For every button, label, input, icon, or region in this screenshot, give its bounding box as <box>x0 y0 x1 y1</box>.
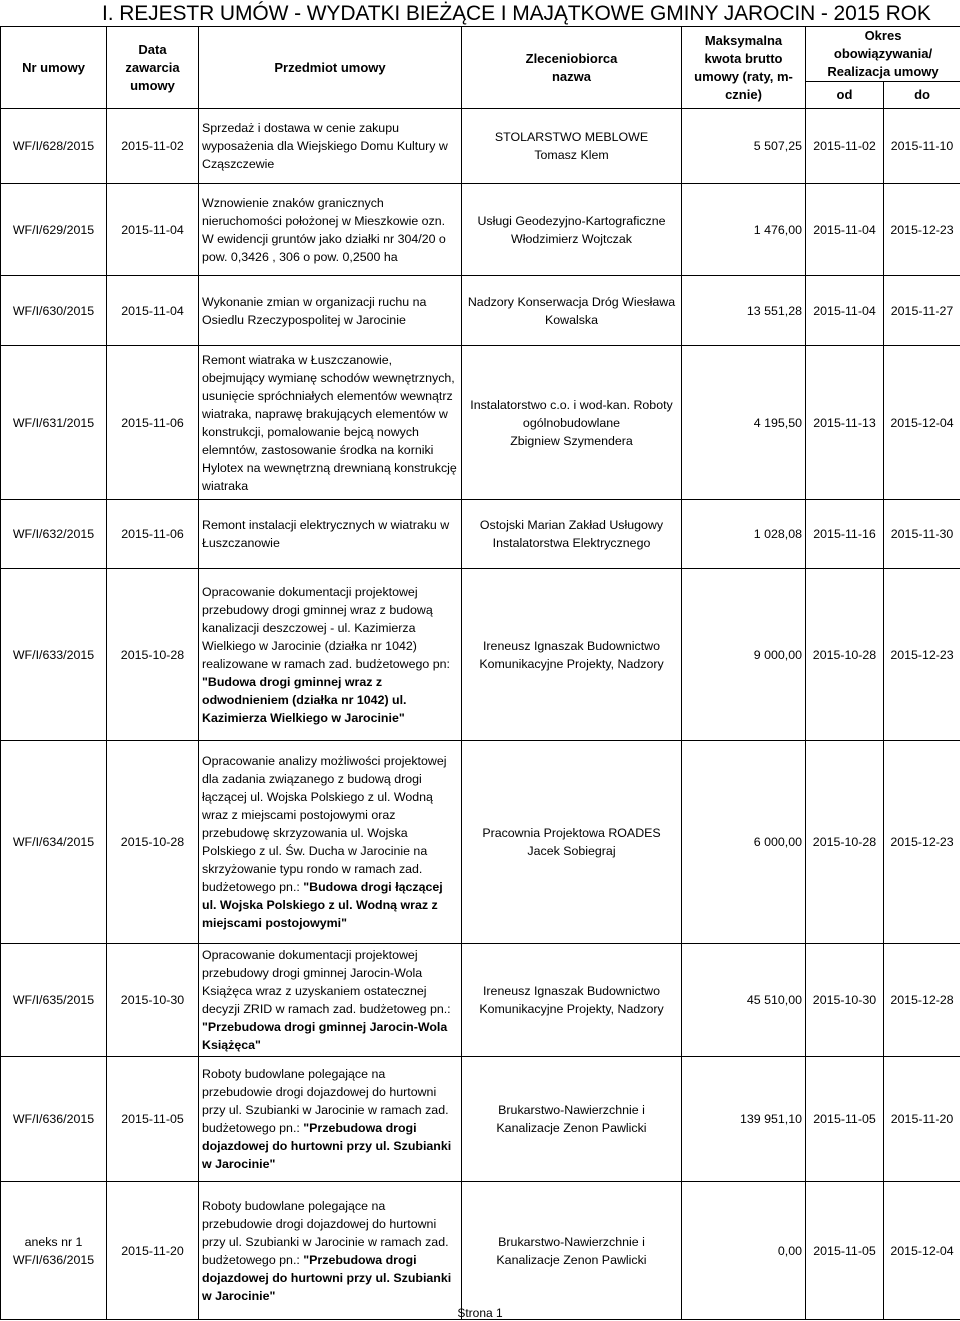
cell-od: 2015-11-05 <box>806 1182 884 1320</box>
table-row <box>1 741 960 944</box>
cell-data: 2015-11-04 <box>107 184 199 276</box>
cell-zleceniobiorca: Usługi Geodezyjno-Kartograficzne Włodzimierz Wojtczak <box>462 184 682 276</box>
cell-data: 2015-10-30 <box>107 944 199 1057</box>
cell-kwota: 5 507,25 <box>682 109 806 184</box>
cell-zleceniobiorca: Brukarstwo-Nawierzchnie i Kanalizacje Zenon Pawlicki <box>462 1057 682 1182</box>
table-row <box>1 500 960 569</box>
cell-zleceniobiorca: Pracownia Projektowa ROADES Jacek Sobiegraj <box>462 741 682 944</box>
cell-do: 2015-12-04 <box>884 1182 960 1320</box>
table-row <box>1 184 960 276</box>
table-row <box>1 346 960 500</box>
header-do: do <box>884 82 960 109</box>
cell-przedmiot <box>199 1182 462 1320</box>
cell-nr: WF/I/628/2015 <box>1 109 107 184</box>
cell-przedmiot <box>199 944 462 1057</box>
przedmiot-task-name: "Przebudowa drogi dojazdowej do hurtowni przy ul. Szubianki w Jarocinie" <box>202 1121 452 1171</box>
przedmiot-text: Opracowanie dokumentacji projektowej przebudowy drogi gminnej Jarocin-Wola Książęca wraz z uzyskaniem ostatecznej decyzji ZRID w ramach zad. budżetoweg pn.: <box>202 948 451 1016</box>
cell-od: 2015-10-28 <box>806 569 884 741</box>
table-row <box>1 944 960 1057</box>
cell-nr: WF/I/636/2015 <box>1 1057 107 1182</box>
header-od: od <box>806 82 884 109</box>
page-title: I. REJESTR UMÓW - WYDATKI BIEŻĄCE I MAJĄTKOWE GMINY JAROCIN - 2015 ROK <box>102 2 931 25</box>
table-row <box>1 1057 960 1182</box>
cell-nr: WF/I/629/2015 <box>1 184 107 276</box>
cell-nr: WF/I/635/2015 <box>1 944 107 1057</box>
cell-do: 2015-12-23 <box>884 184 960 276</box>
przedmiot-text: Roboty budowlane polegające na przebudowie drogi dojazdowej do hurtowni przy ul. Szubianki w Jarocinie w ramach zad. budżetowego pn.: <box>202 1198 449 1267</box>
table-row <box>1 569 960 741</box>
cell-do: 2015-11-10 <box>884 109 960 184</box>
cell-przedmiot <box>199 569 462 741</box>
cell-kwota: 13 551,28 <box>682 276 806 346</box>
cell-przedmiot <box>199 1057 462 1182</box>
przedmiot-text: Wykonanie zmian w organizacji ruchu na Osiedlu Rzeczypospolitej w Jarocinie <box>202 294 427 327</box>
przedmiot-text: Wznowienie znaków granicznych nieruchomości położonej w Mieszkowie ozn. W ewidencji gruntów jako działki nr 304/20 o pow. 0,3426 , 306 o pow. 0,2500 ha <box>202 195 446 264</box>
cell-od: 2015-11-05 <box>806 1057 884 1182</box>
cell-do: 2015-12-28 <box>884 944 960 1057</box>
cell-kwota: 139 951,10 <box>682 1057 806 1182</box>
cell-data: 2015-11-06 <box>107 500 199 569</box>
cell-kwota: 9 000,00 <box>682 569 806 741</box>
cell-zleceniobiorca: Ireneusz Ignaszak Budownictwo Komunikacyjne Projekty, Nadzory <box>462 944 682 1057</box>
cell-kwota: 1 028,08 <box>682 500 806 569</box>
header-zleceniobiorca: Zleceniobiorca nazwa <box>462 27 682 109</box>
cell-do: 2015-11-30 <box>884 500 960 569</box>
cell-data: 2015-11-05 <box>107 1057 199 1182</box>
cell-zleceniobiorca: Ostojski Marian Zakład Usługowy Instalatorstwa Elektrycznego <box>462 500 682 569</box>
przedmiot-text: Sprzedaż i dostawa w cenie zakupu wyposażenia dla Wiejskiego Domu Kultury w Cząszczewie <box>202 121 448 171</box>
cell-data: 2015-11-04 <box>107 276 199 346</box>
cell-nr: WF/I/634/2015 <box>1 741 107 944</box>
header-nr: Nr umowy <box>1 27 107 109</box>
przedmiot-text: Roboty budowlane polegające na przebudowie drogi dojazdowej do hurtowni przy ul. Szubianki w Jarocinie w ramach zad. budżetowego pn.: <box>202 1067 449 1135</box>
cell-nr: WF/I/632/2015 <box>1 500 107 569</box>
cell-zleceniobiorca: Nadzory Konserwacja Dróg Wiesława Kowalska <box>462 276 682 346</box>
cell-nr: WF/I/633/2015 <box>1 569 107 741</box>
cell-do: 2015-12-23 <box>884 741 960 944</box>
przedmiot-text: Opracowanie analizy możliwości projektowej dla zadania związanego z budową drogi łączącej ul. Wojska Polskiego z ul. Wodną wraz z miejscami postojowymi oraz przebudowę skrzyzowania ul. Wojska Polskiego z ul. Św. Ducha w Jarocinie na skrzyżowanie typu rondo w ramach zad. budżetowego pn.: <box>202 754 447 894</box>
przedmiot-task-name: "Przebudowa drogi gminnej Jarocin-Wola Książęca" <box>202 1020 448 1052</box>
cell-kwota: 0,00 <box>682 1182 806 1320</box>
header-okres: Okres obowiązywania/ Realizacja umowy <box>806 27 960 82</box>
header-data: Data zawarcia umowy <box>107 27 199 109</box>
przedmiot-task-name: "Przebudowa drogi dojazdowej do hurtowni przy ul. Szubianki w Jarocinie" <box>202 1252 452 1303</box>
cell-zleceniobiorca: STOLARSTWO MEBLOWE Tomasz Klem <box>462 109 682 184</box>
cell-kwota: 45 510,00 <box>682 944 806 1057</box>
cell-od: 2015-11-13 <box>806 346 884 500</box>
page-footer: Strona 1 <box>457 1306 503 1320</box>
cell-od: 2015-10-28 <box>806 741 884 944</box>
cell-data: 2015-11-02 <box>107 109 199 184</box>
cell-do: 2015-12-04 <box>884 346 960 500</box>
cell-kwota: 4 195,50 <box>682 346 806 500</box>
cell-do: 2015-12-23 <box>884 569 960 741</box>
cell-przedmiot <box>199 276 462 346</box>
cell-nr: aneks nr 1 WF/I/636/2015 <box>1 1182 107 1320</box>
cell-od: 2015-10-30 <box>806 944 884 1057</box>
przedmiot-task-name: "Budowa drogi gminnej wraz z odwodnieniem (działka nr 1042) ul. Kazimierza Wielkiego w Jarocinie" <box>202 674 407 725</box>
cell-data: 2015-10-28 <box>107 741 199 944</box>
cell-data: 2015-11-06 <box>107 346 199 500</box>
cell-nr: WF/I/631/2015 <box>1 346 107 500</box>
cell-od: 2015-11-02 <box>806 109 884 184</box>
cell-zleceniobiorca: Instalatorstwo c.o. i wod-kan. Roboty ogólnobudowlane Zbigniew Szymendera <box>462 346 682 500</box>
przedmiot-text: Remont wiatraka w Łuszczanowie, obejmujący wymianę schodów wewnętrznych, usunięcie spróchniałych elementów wewnątrz wiatraka, naprawę brakujących elementów w konstrukcji, pomalowanie bejcą nowych elemntów, zastosowanie środka na korniki Hylotex na wewnętrzną drewnianą konstrukcję wiatraka <box>202 352 457 493</box>
cell-przedmiot <box>199 109 462 184</box>
cell-przedmiot <box>199 500 462 569</box>
cell-od: 2015-11-04 <box>806 276 884 346</box>
table-row <box>1 109 960 184</box>
cell-kwota: 1 476,00 <box>682 184 806 276</box>
table-row <box>1 1182 960 1320</box>
cell-zleceniobiorca: Ireneusz Ignaszak Budownictwo Komunikacyjne Projekty, Nadzory <box>462 569 682 741</box>
cell-data: 2015-10-28 <box>107 569 199 741</box>
cell-przedmiot <box>199 184 462 276</box>
cell-data: 2015-11-20 <box>107 1182 199 1320</box>
przedmiot-text: Opracowanie dokumentacji projektowej przebudowy drogi gminnej wraz z budową kanalizacji deszczowej - ul. Kazimierza Wielkiego w Jarocinie (działka nr 1042) realizowane w ramach zad. budżetowego pn: <box>202 584 450 671</box>
cell-nr: WF/I/630/2015 <box>1 276 107 346</box>
przedmiot-task-name: "Budowa drogi łączącej ul. Wojska Polskiego z ul. Wodną wraz z miejscami postojowymi" <box>202 880 443 930</box>
cell-od: 2015-11-04 <box>806 184 884 276</box>
header-kwota: Maksymalna kwota brutto umowy (raty, m-cznie) <box>682 27 806 109</box>
table-row <box>1 276 960 346</box>
header-przedmiot: Przedmiot umowy <box>199 27 462 109</box>
cell-zleceniobiorca: Brukarstwo-Nawierzchnie i Kanalizacje Zenon Pawlicki <box>462 1182 682 1320</box>
przedmiot-text: Remont instalacji elektrycznych w wiatraku w Łuszczanowie <box>202 518 450 550</box>
cell-do: 2015-11-20 <box>884 1057 960 1182</box>
cell-od: 2015-11-16 <box>806 500 884 569</box>
cell-przedmiot <box>199 741 462 944</box>
cell-do: 2015-11-27 <box>884 276 960 346</box>
cell-kwota: 6 000,00 <box>682 741 806 944</box>
contracts-table <box>0 26 960 1320</box>
cell-przedmiot <box>199 346 462 500</box>
